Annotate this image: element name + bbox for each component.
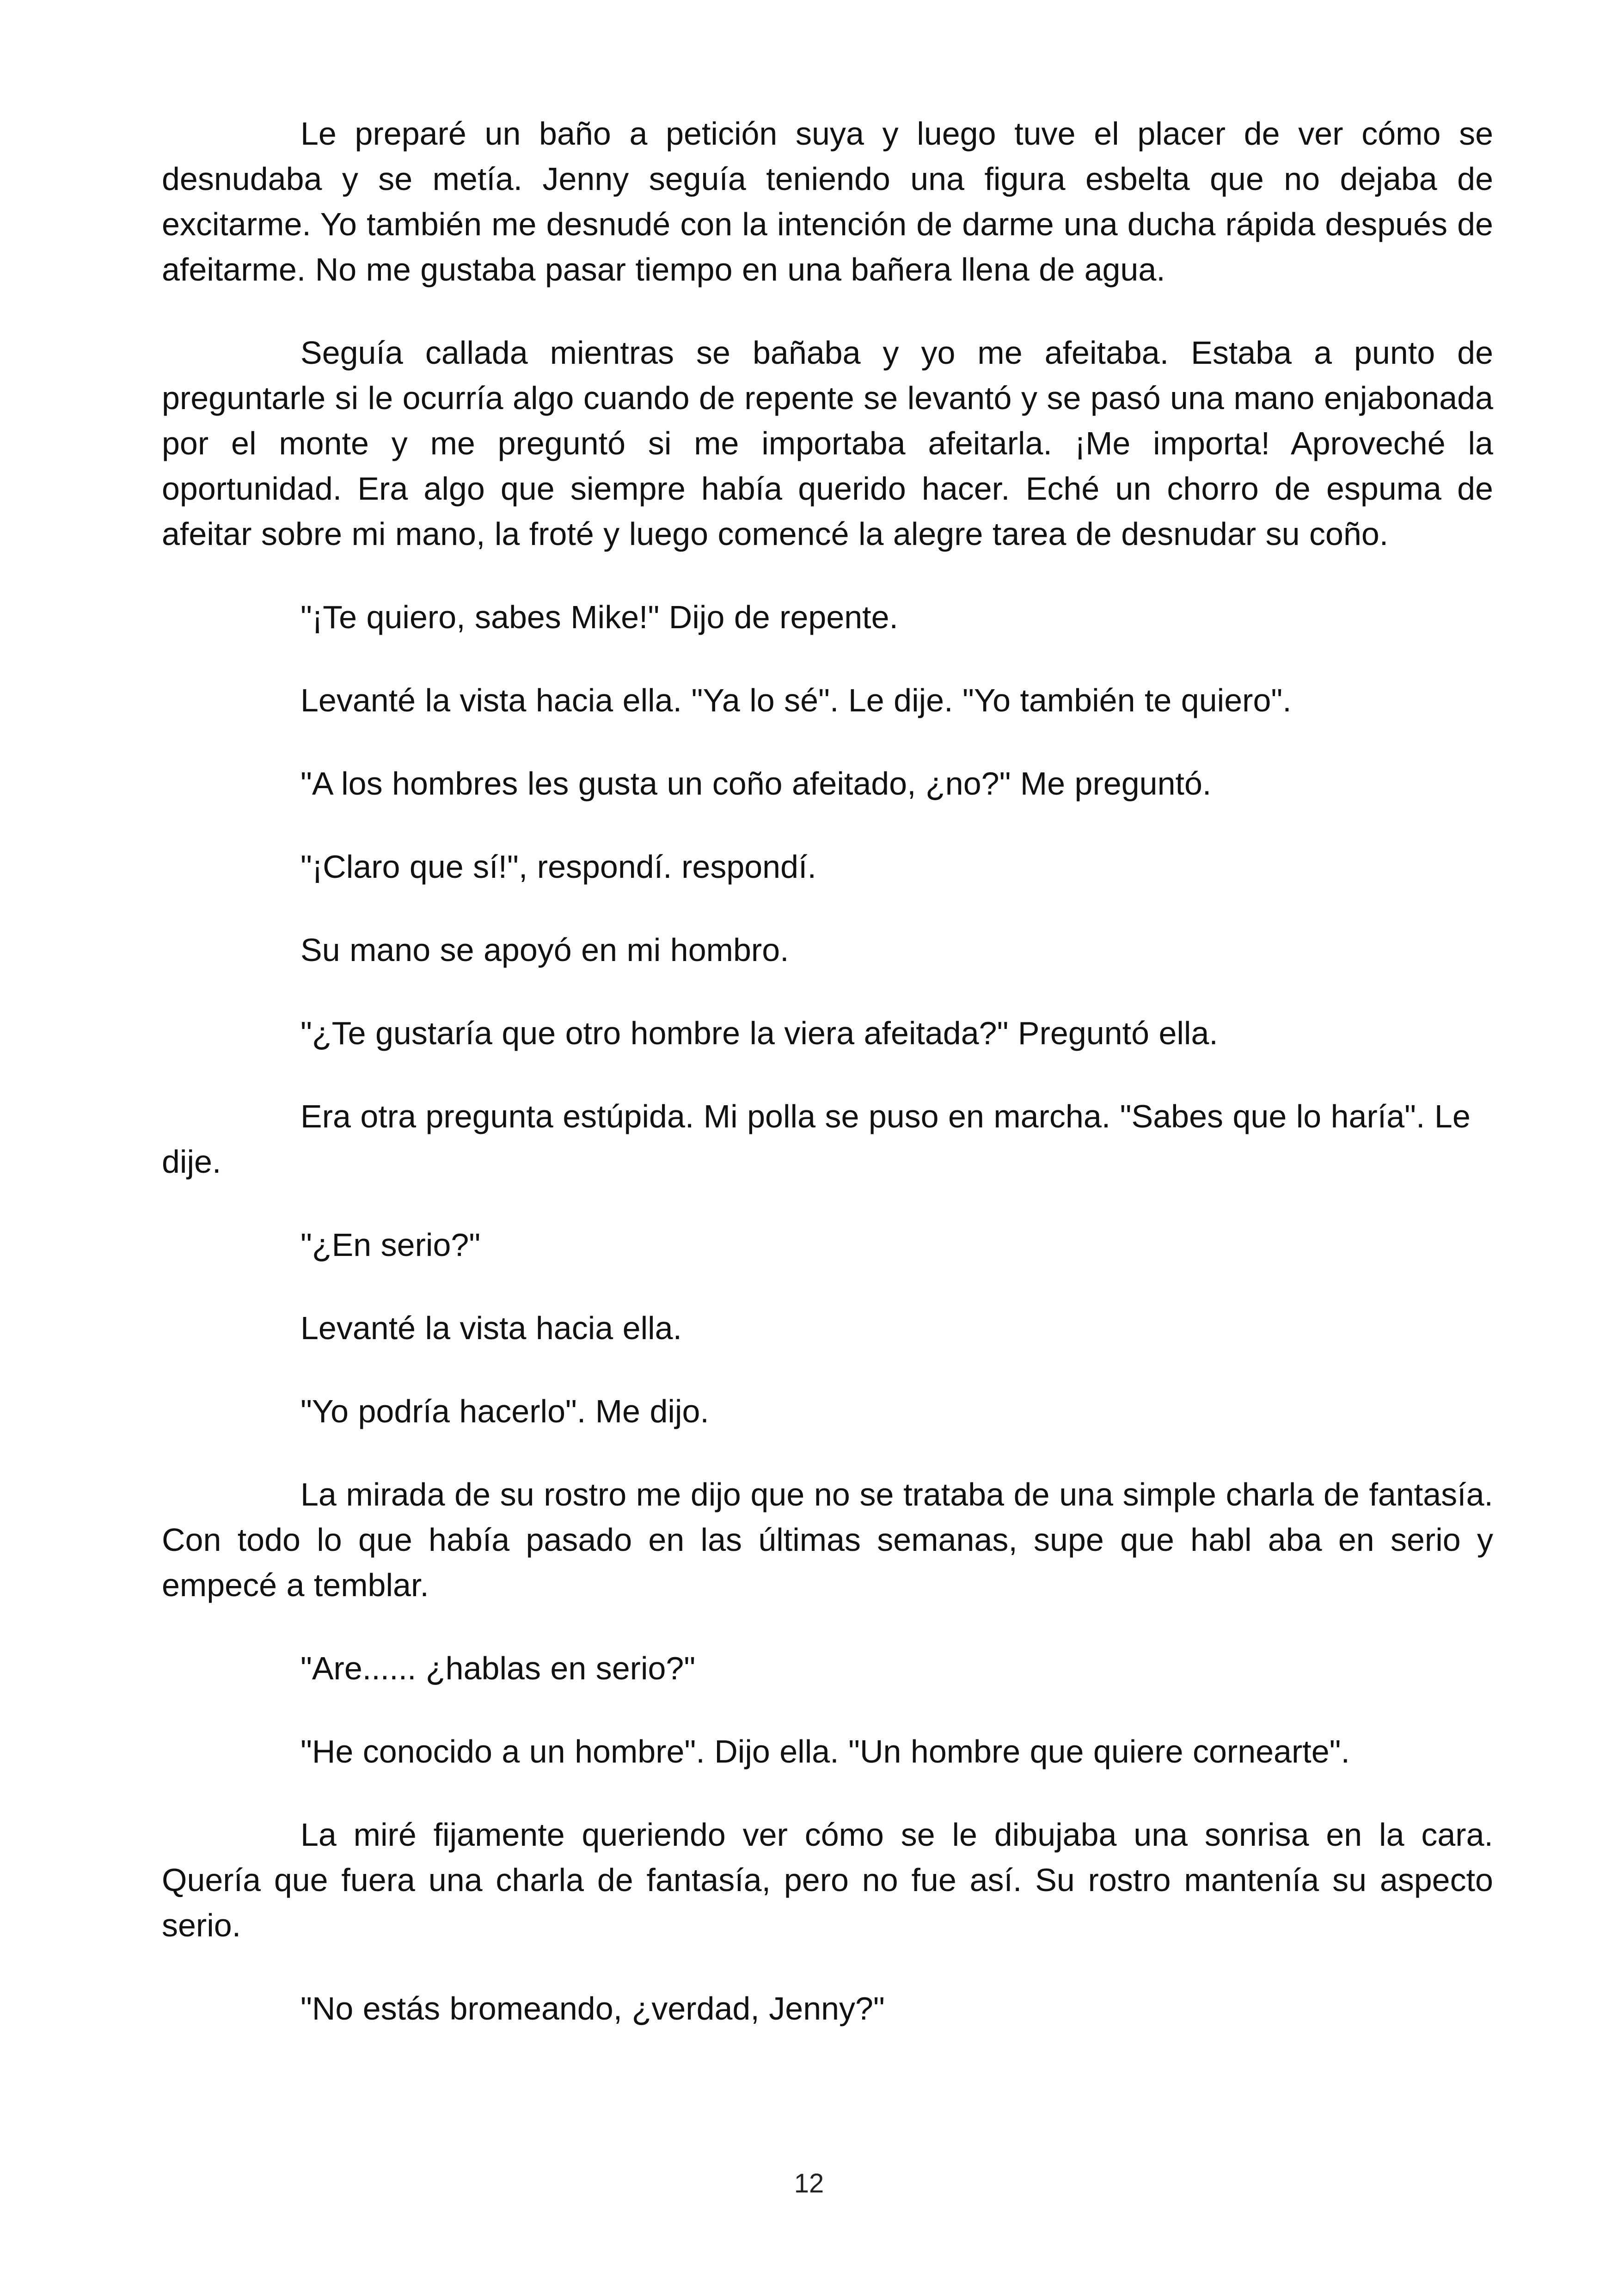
paragraph: La mirada de su rostro me dijo que no se trataba de una simple charla de fantasía. Con todo lo que había pasado en las últimas semanas, supe que habl aba en serio y empecé a temblar. <box>162 1476 1493 1603</box>
paragraph: "¡Claro que sí!", respondí. respondí. <box>300 849 816 885</box>
paragraph: Su mano se apoyó en mi hombro. <box>300 932 789 968</box>
paragraph: La miré fijamente queriendo ver cómo se le dibujaba una sonrisa en la cara. Quería que fuera una charla de fantasía, pero no fue así. Su rostro mantenía su aspecto serio. <box>162 1817 1493 1943</box>
paragraph: Levanté la vista hacia ella. <box>300 1310 682 1346</box>
page-body <box>162 111 1493 2069</box>
paragraph: "¿En serio?" <box>300 1227 481 1263</box>
paragraph: "No estás bromeando, ¿verdad, Jenny?" <box>300 1990 885 2027</box>
paragraph: "Are...... ¿hablas en serio?" <box>300 1650 696 1686</box>
paragraph: "¡Te quiero, sabes Mike!" Dijo de repente. <box>300 599 899 635</box>
paragraph: "Yo podría hacerlo". Me dijo. <box>300 1393 709 1429</box>
paragraph: Levanté la vista hacia ella. "Ya lo sé". Le dije. "Yo también te quiero". <box>300 682 1292 718</box>
paragraph: "He conocido a un hombre". Dijo ella. "Un hombre que quiere cornearte". <box>300 1733 1350 1769</box>
page-number: 12 <box>794 2168 824 2198</box>
paragraph: Era otra pregunta estúpida. Mi polla se puso en marcha. "Sabes que lo haría". Le dije. <box>162 1098 1471 1180</box>
paragraph: Le preparé un baño a petición suya y luego tuve el placer de ver cómo se desnudaba y se metía. Jenny seguía teniendo una figura esbelta que no dejaba de excitarme. Yo también me desnudé con la intención de darme una ducha rápida después de afeitarme. No me gustaba pasar tiempo en una bañera llena de agua. <box>162 116 1493 288</box>
paragraph: "A los hombres les gusta un coño afeitado, ¿no?" Me preguntó. <box>300 765 1212 802</box>
paragraph: "¿Te gustaría que otro hombre la viera afeitada?" Preguntó ella. <box>300 1015 1218 1051</box>
paragraph: Seguía callada mientras se bañaba y yo me afeitaba. Estaba a punto de preguntarle si le ocurría algo cuando de repente se levantó y se pasó una mano enjabonada por el monte y me preguntó si me importaba afeitarla. ¡Me importa! Aproveché la oportunidad. Era algo que siempre había querido hacer. Eché un chorro de espuma de afeitar sobre mi mano, la froté y luego comencé la alegre tarea de desnudar su coño. <box>162 335 1493 552</box>
